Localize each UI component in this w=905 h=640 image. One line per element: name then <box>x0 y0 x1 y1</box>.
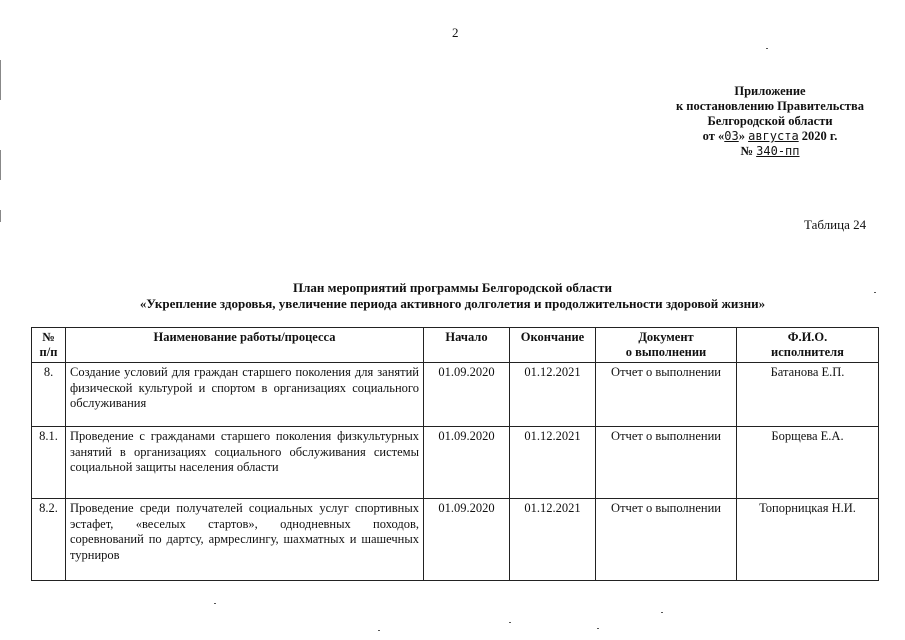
table-row <box>32 427 879 499</box>
title-line: План мероприятий программы Белгородской области <box>293 280 612 295</box>
date-prefix: от « <box>702 129 725 143</box>
table-row <box>32 499 879 581</box>
row-document: Отчет о выполнении <box>596 499 737 581</box>
scan-speck <box>509 622 511 623</box>
title-subtitle: «Укрепление здоровья, увеличение периода активного долголетия и продолжительности здоровой жизни» <box>139 296 766 311</box>
date-mid: » <box>738 129 745 143</box>
scan-speck <box>661 612 663 613</box>
plan-table <box>31 327 879 581</box>
date-day: 03 <box>724 129 739 143</box>
header-num: № п/п <box>32 328 66 363</box>
table-header-row <box>32 328 879 363</box>
row-name: Проведение с гражданами старшего поколения физкультурных занятий в организациях социального обслуживания системы социальной защиты населения области <box>66 427 424 499</box>
number-prefix: № <box>740 144 754 158</box>
scan-speck <box>874 292 876 293</box>
date-month: августа <box>748 129 799 143</box>
row-person: Топорницкая Н.И. <box>737 499 879 581</box>
appendix-title: Приложение <box>734 84 806 98</box>
header-document: Документ о выполнении <box>596 328 737 363</box>
row-name: Создание условий для граждан старшего поколения для занятий физической культурой и спортом в организациях социального обслуживания <box>66 363 424 427</box>
row-document: Отчет о выполнении <box>596 427 737 499</box>
table-label: Таблица 24 <box>804 217 867 232</box>
scan-speck <box>597 628 599 629</box>
row-end: 01.12.2021 <box>510 363 596 427</box>
header-name: Наименование работы/процесса <box>66 328 424 363</box>
row-num: 8.2. <box>32 499 66 581</box>
row-person: Борщева Е.А. <box>737 427 879 499</box>
row-name: Проведение среди получателей социальных услуг спортивных эстафет, «веселых стартов», однодневных походов, соревнований по дартсу, армреслингу, шахматных и шашечных турниров <box>66 499 424 581</box>
page-number: 2 <box>452 25 459 40</box>
document-title <box>30 280 875 312</box>
row-start: 01.09.2020 <box>424 499 510 581</box>
row-num: 8. <box>32 363 66 427</box>
scan-speck <box>214 603 216 604</box>
row-num: 8.1. <box>32 427 66 499</box>
appendix-number <box>640 144 900 159</box>
appendix-line: к постановлению Правительства <box>675 99 865 113</box>
row-start: 01.09.2020 <box>424 363 510 427</box>
scan-speck <box>766 48 768 49</box>
appendix-line: Белгородской области <box>707 114 833 128</box>
scan-edge-mark <box>0 210 1 222</box>
header-end: Окончание <box>510 328 596 363</box>
scan-edge-mark <box>0 60 1 100</box>
table-row <box>32 363 879 427</box>
appendix-block <box>640 84 900 159</box>
scan-edge-mark <box>0 150 1 180</box>
scan-speck <box>378 630 380 631</box>
header-person: Ф.И.О. исполнителя <box>737 328 879 363</box>
row-start: 01.09.2020 <box>424 427 510 499</box>
row-end: 01.12.2021 <box>510 427 596 499</box>
row-document: Отчет о выполнении <box>596 363 737 427</box>
appendix-date <box>640 129 900 144</box>
header-start: Начало <box>424 328 510 363</box>
date-year: 2020 г. <box>801 129 838 143</box>
row-person: Батанова Е.П. <box>737 363 879 427</box>
row-end: 01.12.2021 <box>510 499 596 581</box>
number-value: 340-пп <box>756 144 800 158</box>
